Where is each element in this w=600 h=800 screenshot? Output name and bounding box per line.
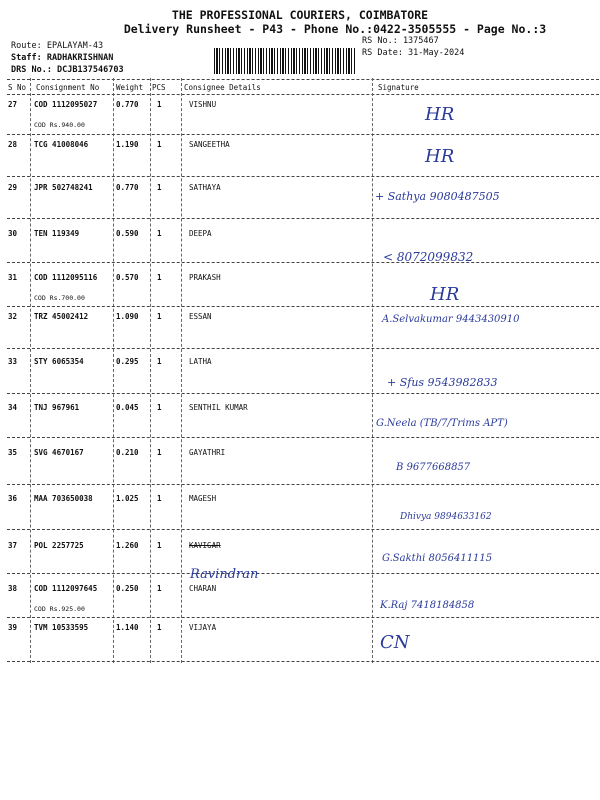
row-pcs: 1 <box>157 183 162 192</box>
row-divider <box>7 573 599 574</box>
row-weight: 0.045 <box>116 403 139 412</box>
row-consignee: MAGESH <box>189 494 217 503</box>
row-weight: 1.140 <box>116 623 139 632</box>
row-weight: 0.295 <box>116 357 139 366</box>
col-header-consignee: Consignee Details <box>184 83 261 92</box>
row-divider <box>7 262 599 263</box>
row-consignment-no: TVM 10533595 <box>34 623 89 632</box>
row-consignment-no: POL 2257725 <box>34 541 84 550</box>
row-divider <box>7 437 599 438</box>
row-consignee: CHARAN <box>189 584 217 593</box>
handwritten-signature: HR <box>425 104 455 125</box>
col-header-signature: Signature <box>378 83 419 92</box>
row-consignment-no: COD 1112097645 <box>34 584 98 593</box>
rs-number: RS No.: 1375467 <box>362 36 439 46</box>
drs-number: DRS No.: DCJB137546703 <box>11 65 124 75</box>
column-divider <box>150 78 151 663</box>
column-divider <box>372 78 373 663</box>
col-header-weight: Weight <box>116 83 144 92</box>
route-label: Route: EPALAYAM-43 <box>11 41 104 51</box>
row-consignee: KAVIGAR <box>189 541 221 550</box>
handwritten-signature: CN <box>380 632 410 653</box>
handwritten-signature: G.Neela (TB/7/Trims APT) <box>376 418 508 429</box>
handwritten-signature: < 8072099832 <box>383 250 474 264</box>
row-sno: 31 <box>8 273 18 282</box>
row-weight: 1.190 <box>116 140 139 149</box>
row-divider <box>7 529 599 530</box>
row-consignee: LATHA <box>189 357 212 366</box>
col-header-sno: S No <box>8 83 27 92</box>
table-top-rule <box>7 79 599 80</box>
row-pcs: 1 <box>157 448 162 457</box>
row-consignment-no: TCG 41008046 <box>34 140 89 149</box>
row-divider <box>7 661 599 662</box>
row-sno: 39 <box>8 623 18 632</box>
handwritten-signature: + Sathya 9080487505 <box>375 190 500 203</box>
row-consignee: PRAKASH <box>189 273 221 282</box>
row-pcs: 1 <box>157 541 162 550</box>
column-divider <box>181 78 182 663</box>
row-weight: 1.260 <box>116 541 139 550</box>
table-header-rule <box>7 94 599 95</box>
row-sno: 33 <box>8 357 18 366</box>
row-pcs: 1 <box>157 357 162 366</box>
row-sno: 28 <box>8 140 18 149</box>
row-consignment-no: COD 1112095116 <box>34 273 98 282</box>
col-header-consignment: Consignment No <box>36 83 100 92</box>
cod-amount: COD Rs.940.00 <box>34 121 85 129</box>
row-sno: 35 <box>8 448 18 457</box>
row-sno: 37 <box>8 541 18 550</box>
row-pcs: 1 <box>157 403 162 412</box>
row-pcs: 1 <box>157 273 162 282</box>
row-pcs: 1 <box>157 100 162 109</box>
row-sno: 27 <box>8 100 18 109</box>
handwritten-note: Ravindran <box>190 567 259 582</box>
row-consignee: DEEPA <box>189 229 212 238</box>
row-sno: 34 <box>8 403 18 412</box>
row-weight: 0.570 <box>116 273 139 282</box>
row-pcs: 1 <box>157 623 162 632</box>
row-consignment-no: COD 1112095027 <box>34 100 98 109</box>
handwritten-signature: B 9677668857 <box>396 462 471 473</box>
row-divider <box>7 617 599 618</box>
row-weight: 0.250 <box>116 584 139 593</box>
row-consignee: VISHNU <box>189 100 217 109</box>
row-pcs: 1 <box>157 140 162 149</box>
row-consignment-no: JPR 502748241 <box>34 183 93 192</box>
row-divider <box>7 393 599 394</box>
row-consignee: GAYATHRI <box>189 448 226 457</box>
column-divider <box>30 78 31 663</box>
handwritten-signature: HR <box>430 284 460 305</box>
cod-amount: COD Rs.925.00 <box>34 605 85 613</box>
row-weight: 0.770 <box>116 100 139 109</box>
row-sno: 38 <box>8 584 18 593</box>
row-weight: 1.090 <box>116 312 139 321</box>
row-sno: 29 <box>8 183 18 192</box>
row-pcs: 1 <box>157 229 162 238</box>
row-divider <box>7 218 599 219</box>
row-weight: 1.025 <box>116 494 139 503</box>
row-divider <box>7 348 599 349</box>
row-consignment-no: TRZ 45002412 <box>34 312 89 321</box>
row-pcs: 1 <box>157 494 162 503</box>
row-divider <box>7 306 599 307</box>
row-consignment-no: SVG 4670167 <box>34 448 84 457</box>
handwritten-signature: HR <box>425 146 455 167</box>
row-weight: 0.770 <box>116 183 139 192</box>
rs-date: RS Date: 31-May-2024 <box>362 48 465 58</box>
row-pcs: 1 <box>157 312 162 321</box>
row-consignee: SANGEETHA <box>189 140 230 149</box>
row-sno: 32 <box>8 312 18 321</box>
company-title: THE PROFESSIONAL COURIERS, COIMBATORE <box>171 8 429 22</box>
cod-amount: COD Rs.700.00 <box>34 294 85 302</box>
row-weight: 0.590 <box>116 229 139 238</box>
row-weight: 0.210 <box>116 448 139 457</box>
col-header-pcs: PCS <box>152 83 166 92</box>
row-consignee: SENTHIL KUMAR <box>189 403 248 412</box>
row-consignee: ESSAN <box>189 312 212 321</box>
row-consignment-no: STY 6065354 <box>34 357 84 366</box>
row-divider <box>7 176 599 177</box>
staff-label: Staff: RADHAKRISHNAN <box>11 53 114 63</box>
row-consignment-no: MAA 703650038 <box>34 494 93 503</box>
row-consignment-no: TNJ 967961 <box>34 403 80 412</box>
handwritten-signature: G.Sakthi 8056411115 <box>382 553 493 564</box>
handwritten-signature: A.Selvakumar 9443430910 <box>382 314 520 325</box>
runsheet-subtitle: Delivery Runsheet - P43 - Phone No.:0422-3505555 - Page No.:3 <box>123 22 547 36</box>
row-consignment-no: TEN 119349 <box>34 229 80 238</box>
row-divider <box>7 484 599 485</box>
column-divider <box>113 78 114 663</box>
row-sno: 36 <box>8 494 18 503</box>
row-sno: 30 <box>8 229 18 238</box>
row-pcs: 1 <box>157 584 162 593</box>
handwritten-signature: K.Raj 7418184858 <box>380 600 475 611</box>
handwritten-signature: + Sfus 9543982833 <box>387 376 498 389</box>
row-consignee: SATHAYA <box>189 183 221 192</box>
barcode-image <box>214 48 355 74</box>
row-consignee: VIJAYA <box>189 623 217 632</box>
handwritten-signature: Dhivya 9894633162 <box>400 512 492 522</box>
row-divider <box>7 134 599 135</box>
